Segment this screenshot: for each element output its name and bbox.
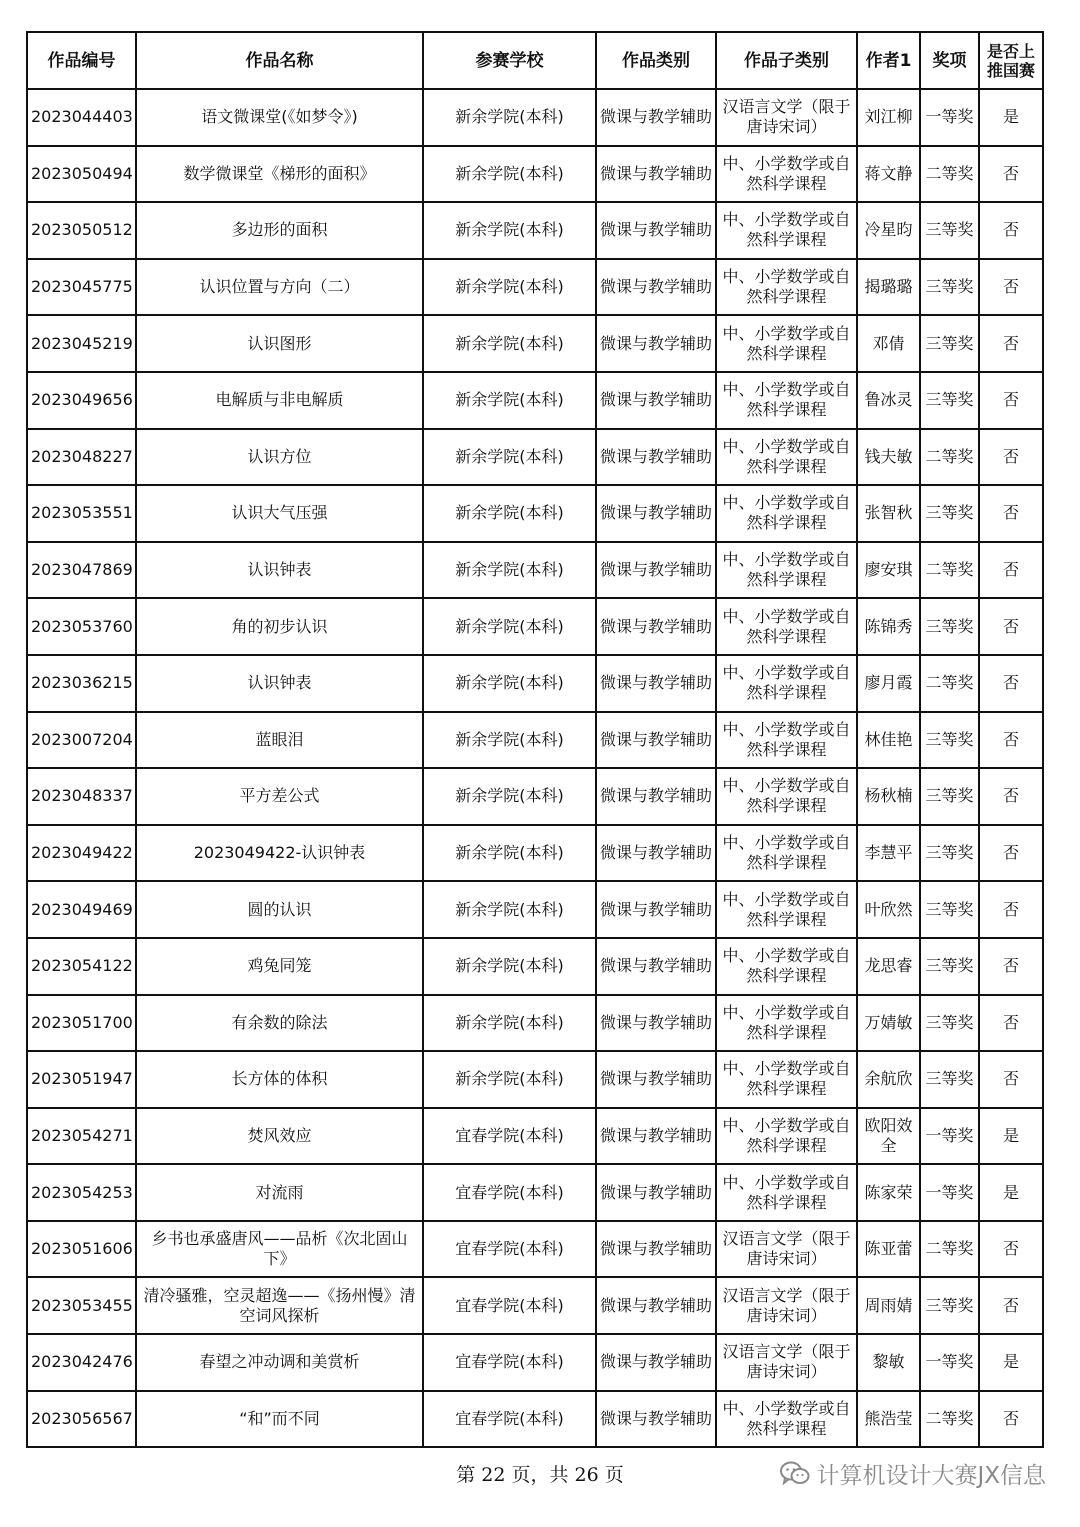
table-row xyxy=(27,995,1043,1052)
cell-id: 2023056567 xyxy=(27,1391,136,1448)
cell-school: 宜春学院(本科) xyxy=(423,1277,596,1334)
cell-author: 万婧敏 xyxy=(857,995,920,1052)
cell-award: 一等奖 xyxy=(920,1164,979,1221)
table-row xyxy=(27,938,1043,995)
cell-subcategory: 中、小学数学或自然科学课程 xyxy=(716,429,857,486)
table-row xyxy=(27,1334,1043,1391)
cell-category: 微课与教学辅助 xyxy=(596,712,716,769)
table-row xyxy=(27,259,1043,316)
cell-school: 宜春学院(本科) xyxy=(423,1221,596,1278)
cell-award: 三等奖 xyxy=(920,995,979,1052)
cell-author: 黎敏 xyxy=(857,1334,920,1391)
cell-category: 微课与教学辅助 xyxy=(596,372,716,429)
cell-school: 新余学院(本科) xyxy=(423,712,596,769)
cell-id: 2023036215 xyxy=(27,655,136,712)
table-row xyxy=(27,712,1043,769)
watermark-text: 计算机设计大赛JX信息 xyxy=(816,1463,1046,1489)
cell-award: 三等奖 xyxy=(920,372,979,429)
cell-school: 新余学院(本科) xyxy=(423,598,596,655)
cell-subcategory: 中、小学数学或自然科学课程 xyxy=(716,938,857,995)
table-row xyxy=(27,1051,1043,1108)
cell-subcategory: 中、小学数学或自然科学课程 xyxy=(716,542,857,599)
table-row xyxy=(27,485,1043,542)
table-row xyxy=(27,655,1043,712)
cell-subcategory: 中、小学数学或自然科学课程 xyxy=(716,315,857,372)
cell-national: 是 xyxy=(979,89,1043,146)
header-id: 作品编号 xyxy=(27,32,136,89)
cell-subcategory: 中、小学数学或自然科学课程 xyxy=(716,881,857,938)
cell-category: 微课与教学辅助 xyxy=(596,1164,716,1221)
cell-award: 三等奖 xyxy=(920,1277,979,1334)
table-row xyxy=(27,429,1043,486)
cell-school: 新余学院(本科) xyxy=(423,485,596,542)
cell-category: 微课与教学辅助 xyxy=(596,146,716,203)
cell-national: 是 xyxy=(979,1334,1043,1391)
cell-award: 二等奖 xyxy=(920,1221,979,1278)
cell-subcategory: 汉语言文学（限于唐诗宋词） xyxy=(716,1277,857,1334)
page-number: 第 22 页，共 26 页 xyxy=(456,1464,624,1486)
watermark xyxy=(780,1457,1046,1490)
cell-national: 否 xyxy=(979,542,1043,599)
cell-id: 2023054271 xyxy=(27,1108,136,1165)
cell-award: 三等奖 xyxy=(920,938,979,995)
cell-author: 鲁冰灵 xyxy=(857,372,920,429)
cell-name: 认识钟表 xyxy=(136,542,423,599)
cell-author: 熊浩莹 xyxy=(857,1391,920,1448)
cell-name: 多边形的面积 xyxy=(136,202,423,259)
cell-name: 对流雨 xyxy=(136,1164,423,1221)
cell-category: 微课与教学辅助 xyxy=(596,938,716,995)
cell-id: 2023054122 xyxy=(27,938,136,995)
table-row xyxy=(27,542,1043,599)
cell-name: 平方差公式 xyxy=(136,768,423,825)
header-national: 是否上推国赛 xyxy=(979,32,1043,89)
cell-award: 三等奖 xyxy=(920,881,979,938)
cell-name: 语文微课堂(《如梦令》) xyxy=(136,89,423,146)
cell-category: 微课与教学辅助 xyxy=(596,315,716,372)
table-row xyxy=(27,89,1043,146)
cell-school: 新余学院(本科) xyxy=(423,938,596,995)
cell-national: 否 xyxy=(979,202,1043,259)
cell-name: 认识图形 xyxy=(136,315,423,372)
cell-name: 焚风效应 xyxy=(136,1108,423,1165)
cell-school: 宜春学院(本科) xyxy=(423,1108,596,1165)
cell-award: 一等奖 xyxy=(920,1108,979,1165)
header-award: 奖项 xyxy=(920,32,979,89)
cell-subcategory: 中、小学数学或自然科学课程 xyxy=(716,995,857,1052)
cell-name: 长方体的体积 xyxy=(136,1051,423,1108)
cell-author: 林佳艳 xyxy=(857,712,920,769)
cell-subcategory: 中、小学数学或自然科学课程 xyxy=(716,712,857,769)
wechat-icon xyxy=(780,1461,810,1487)
cell-author: 龙思睿 xyxy=(857,938,920,995)
cell-award: 三等奖 xyxy=(920,202,979,259)
cell-school: 新余学院(本科) xyxy=(423,1051,596,1108)
cell-category: 微课与教学辅助 xyxy=(596,598,716,655)
cell-author: 陈锦秀 xyxy=(857,598,920,655)
cell-award: 一等奖 xyxy=(920,89,979,146)
cell-school: 新余学院(本科) xyxy=(423,202,596,259)
cell-award: 二等奖 xyxy=(920,429,979,486)
cell-award: 二等奖 xyxy=(920,1391,979,1448)
cell-id: 2023051700 xyxy=(27,995,136,1052)
cell-id: 2023045219 xyxy=(27,315,136,372)
cell-name: 数学微课堂《梯形的面积》 xyxy=(136,146,423,203)
cell-author: 蒋文静 xyxy=(857,146,920,203)
cell-school: 新余学院(本科) xyxy=(423,768,596,825)
cell-category: 微课与教学辅助 xyxy=(596,825,716,882)
cell-author: 陈亚蕾 xyxy=(857,1221,920,1278)
cell-award: 三等奖 xyxy=(920,598,979,655)
cell-national: 否 xyxy=(979,315,1043,372)
cell-national: 是 xyxy=(979,1164,1043,1221)
cell-author: 钱夫敏 xyxy=(857,429,920,486)
header-name: 作品名称 xyxy=(136,32,423,89)
table-row xyxy=(27,1277,1043,1334)
cell-id: 2023045775 xyxy=(27,259,136,316)
table-row xyxy=(27,1221,1043,1278)
cell-national: 否 xyxy=(979,712,1043,769)
cell-id: 2023007204 xyxy=(27,712,136,769)
cell-school: 宜春学院(本科) xyxy=(423,1334,596,1391)
cell-id: 2023053760 xyxy=(27,598,136,655)
cell-category: 微课与教学辅助 xyxy=(596,1051,716,1108)
cell-category: 微课与教学辅助 xyxy=(596,259,716,316)
cell-id: 2023049469 xyxy=(27,881,136,938)
cell-national: 否 xyxy=(979,768,1043,825)
cell-name: 有余数的除法 xyxy=(136,995,423,1052)
cell-name: 清冷骚雅，空灵超逸——《扬州慢》清空词风探析 xyxy=(136,1277,423,1334)
cell-id: 2023047869 xyxy=(27,542,136,599)
cell-author: 廖安琪 xyxy=(857,542,920,599)
cell-subcategory: 中、小学数学或自然科学课程 xyxy=(716,372,857,429)
table-row xyxy=(27,1391,1043,1448)
table-row xyxy=(27,825,1043,882)
cell-subcategory: 中、小学数学或自然科学课程 xyxy=(716,1164,857,1221)
cell-id: 2023050512 xyxy=(27,202,136,259)
cell-id: 2023053455 xyxy=(27,1277,136,1334)
table-row xyxy=(27,372,1043,429)
cell-award: 三等奖 xyxy=(920,768,979,825)
cell-school: 新余学院(本科) xyxy=(423,429,596,486)
cell-author: 欧阳效全 xyxy=(857,1108,920,1165)
cell-national: 否 xyxy=(979,825,1043,882)
cell-author: 陈家荣 xyxy=(857,1164,920,1221)
table-row xyxy=(27,598,1043,655)
cell-national: 否 xyxy=(979,598,1043,655)
cell-author: 李慧平 xyxy=(857,825,920,882)
header-school: 参赛学校 xyxy=(423,32,596,89)
cell-school: 新余学院(本科) xyxy=(423,315,596,372)
cell-name: 认识钟表 xyxy=(136,655,423,712)
cell-name: 2023049422-认识钟表 xyxy=(136,825,423,882)
cell-author: 冷星昀 xyxy=(857,202,920,259)
cell-id: 2023048227 xyxy=(27,429,136,486)
cell-school: 新余学院(本科) xyxy=(423,655,596,712)
cell-id: 2023051606 xyxy=(27,1221,136,1278)
cell-name: 蓝眼泪 xyxy=(136,712,423,769)
cell-school: 新余学院(本科) xyxy=(423,259,596,316)
cell-category: 微课与教学辅助 xyxy=(596,1221,716,1278)
cell-name: 角的初步认识 xyxy=(136,598,423,655)
cell-national: 否 xyxy=(979,938,1043,995)
cell-subcategory: 中、小学数学或自然科学课程 xyxy=(716,1108,857,1165)
cell-award: 二等奖 xyxy=(920,542,979,599)
cell-subcategory: 中、小学数学或自然科学课程 xyxy=(716,655,857,712)
cell-id: 2023049656 xyxy=(27,372,136,429)
cell-school: 新余学院(本科) xyxy=(423,89,596,146)
cell-national: 否 xyxy=(979,1051,1043,1108)
cell-name: 认识位置与方向（二） xyxy=(136,259,423,316)
cell-id: 2023048337 xyxy=(27,768,136,825)
table-row xyxy=(27,1164,1043,1221)
cell-subcategory: 中、小学数学或自然科学课程 xyxy=(716,202,857,259)
awards-table xyxy=(26,31,1044,1448)
cell-school: 新余学院(本科) xyxy=(423,995,596,1052)
cell-id: 2023044403 xyxy=(27,89,136,146)
cell-award: 三等奖 xyxy=(920,259,979,316)
cell-award: 三等奖 xyxy=(920,712,979,769)
cell-category: 微课与教学辅助 xyxy=(596,655,716,712)
cell-category: 微课与教学辅助 xyxy=(596,995,716,1052)
cell-subcategory: 中、小学数学或自然科学课程 xyxy=(716,146,857,203)
cell-award: 一等奖 xyxy=(920,1334,979,1391)
cell-category: 微课与教学辅助 xyxy=(596,768,716,825)
cell-category: 微课与教学辅助 xyxy=(596,881,716,938)
cell-national: 否 xyxy=(979,1391,1043,1448)
table-row xyxy=(27,202,1043,259)
cell-name: 乡书也承盛唐风——品析《次北固山下》 xyxy=(136,1221,423,1278)
cell-category: 微课与教学辅助 xyxy=(596,1277,716,1334)
cell-author: 邓倩 xyxy=(857,315,920,372)
cell-name: 春望之冲动调和美赏析 xyxy=(136,1334,423,1391)
cell-name: 鸡兔同笼 xyxy=(136,938,423,995)
cell-author: 刘江柳 xyxy=(857,89,920,146)
cell-school: 宜春学院(本科) xyxy=(423,1164,596,1221)
cell-national: 否 xyxy=(979,655,1043,712)
cell-school: 宜春学院(本科) xyxy=(423,1391,596,1448)
cell-national: 否 xyxy=(979,1277,1043,1334)
cell-subcategory: 中、小学数学或自然科学课程 xyxy=(716,1051,857,1108)
cell-national: 否 xyxy=(979,372,1043,429)
table-row xyxy=(27,315,1043,372)
cell-category: 微课与教学辅助 xyxy=(596,1391,716,1448)
cell-category: 微课与教学辅助 xyxy=(596,429,716,486)
cell-subcategory: 中、小学数学或自然科学课程 xyxy=(716,259,857,316)
cell-subcategory: 中、小学数学或自然科学课程 xyxy=(716,825,857,882)
table-row xyxy=(27,1108,1043,1165)
cell-author: 廖月霞 xyxy=(857,655,920,712)
cell-category: 微课与教学辅助 xyxy=(596,1108,716,1165)
cell-name: 认识大气压强 xyxy=(136,485,423,542)
cell-name: 圆的认识 xyxy=(136,881,423,938)
cell-school: 新余学院(本科) xyxy=(423,542,596,599)
cell-award: 三等奖 xyxy=(920,315,979,372)
cell-subcategory: 中、小学数学或自然科学课程 xyxy=(716,485,857,542)
cell-subcategory: 中、小学数学或自然科学课程 xyxy=(716,1391,857,1448)
cell-award: 三等奖 xyxy=(920,1051,979,1108)
cell-category: 微课与教学辅助 xyxy=(596,89,716,146)
cell-author: 杨秋楠 xyxy=(857,768,920,825)
cell-category: 微课与教学辅助 xyxy=(596,1334,716,1391)
cell-national: 否 xyxy=(979,995,1043,1052)
cell-author: 叶欣然 xyxy=(857,881,920,938)
cell-subcategory: 中、小学数学或自然科学课程 xyxy=(716,768,857,825)
header-subcategory: 作品子类别 xyxy=(716,32,857,89)
cell-name: 认识方位 xyxy=(136,429,423,486)
cell-school: 新余学院(本科) xyxy=(423,146,596,203)
cell-id: 2023050494 xyxy=(27,146,136,203)
cell-id: 2023042476 xyxy=(27,1334,136,1391)
cell-school: 新余学院(本科) xyxy=(423,825,596,882)
cell-name: “和”而不同 xyxy=(136,1391,423,1448)
cell-national: 否 xyxy=(979,485,1043,542)
cell-author: 揭璐璐 xyxy=(857,259,920,316)
cell-subcategory: 汉语言文学（限于唐诗宋词） xyxy=(716,89,857,146)
cell-name: 电解质与非电解质 xyxy=(136,372,423,429)
cell-category: 微课与教学辅助 xyxy=(596,485,716,542)
cell-award: 三等奖 xyxy=(920,485,979,542)
cell-school: 新余学院(本科) xyxy=(423,372,596,429)
header-author: 作者1 xyxy=(857,32,920,89)
cell-national: 否 xyxy=(979,1221,1043,1278)
cell-national: 否 xyxy=(979,146,1043,203)
table-row xyxy=(27,768,1043,825)
cell-national: 否 xyxy=(979,881,1043,938)
cell-author: 余航欣 xyxy=(857,1051,920,1108)
cell-national: 否 xyxy=(979,259,1043,316)
cell-category: 微课与教学辅助 xyxy=(596,542,716,599)
header-row xyxy=(27,32,1043,89)
cell-id: 2023051947 xyxy=(27,1051,136,1108)
cell-award: 二等奖 xyxy=(920,146,979,203)
cell-national: 否 xyxy=(979,429,1043,486)
header-category: 作品类别 xyxy=(596,32,716,89)
cell-id: 2023049422 xyxy=(27,825,136,882)
cell-award: 二等奖 xyxy=(920,655,979,712)
cell-subcategory: 汉语言文学（限于唐诗宋词） xyxy=(716,1221,857,1278)
cell-id: 2023054253 xyxy=(27,1164,136,1221)
cell-subcategory: 中、小学数学或自然科学课程 xyxy=(716,598,857,655)
cell-author: 张智秋 xyxy=(857,485,920,542)
cell-award: 三等奖 xyxy=(920,825,979,882)
table-row xyxy=(27,881,1043,938)
cell-id: 2023053551 xyxy=(27,485,136,542)
cell-subcategory: 汉语言文学（限于唐诗宋词） xyxy=(716,1334,857,1391)
cell-author: 周雨婧 xyxy=(857,1277,920,1334)
cell-school: 新余学院(本科) xyxy=(423,881,596,938)
cell-national: 是 xyxy=(979,1108,1043,1165)
cell-category: 微课与教学辅助 xyxy=(596,202,716,259)
table-row xyxy=(27,146,1043,203)
